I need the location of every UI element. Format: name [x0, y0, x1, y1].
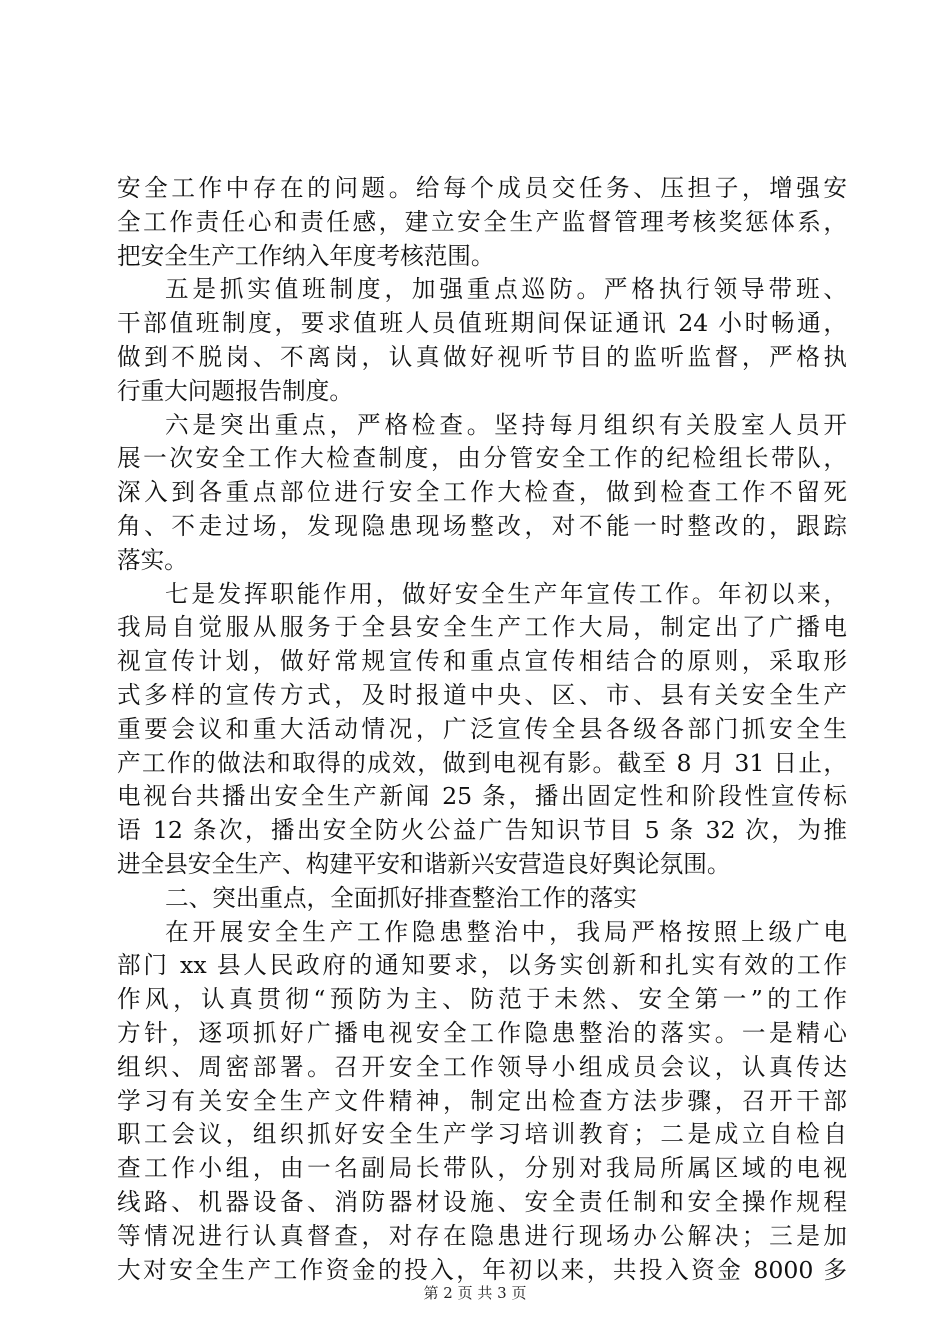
text-line: 电视台共播出安全生产新闻 25 条，播出固定性和阶段性宣传标 — [117, 782, 847, 811]
text-line: 干部值班制度，要求值班人员值班期间保证通讯 24 小时畅通， — [117, 309, 847, 338]
text-line: 进全县安全生产、构建平安和谐新兴安营造良好舆论氛围。 — [117, 849, 731, 878]
text-line: 做到不脱岗、不离岗，认真做好视听节目的监听监督，严格执 — [117, 342, 847, 371]
text-line: 方针，逐项抓好广播电视安全工作隐患整治的落实。一是精心 — [117, 1018, 847, 1047]
text-line: 展一次安全工作大检查制度，由分管安全工作的纪检组长带队， — [117, 444, 847, 473]
text-line: 安全工作中存在的问题。给每个成员交任务、压担子，增强安 — [117, 174, 847, 202]
text-line: 线路、机器设备、消防器材设施、安全责任制和安全操作规程 — [117, 1187, 847, 1216]
text-line: 在开展安全生产工作隐患整治中，我局严格按照上级广电 — [165, 917, 847, 946]
text-line: 全工作责任心和责任感，建立安全生产监督管理考核奖惩体系， — [117, 207, 847, 236]
text-line: 职工会议，组织抓好安全生产学习培训教育；二是成立自检自 — [117, 1120, 847, 1149]
text-line: 七是发挥职能作用，做好安全生产年宣传工作。年初以来， — [165, 579, 847, 608]
text-line: 查工作小组，由一名副局长带队，分别对我局所属区域的电视 — [117, 1154, 847, 1183]
text-line: 六是突出重点，严格检查。坚持每月组织有关股室人员开 — [165, 410, 847, 439]
text-line: 作风，认真贯彻“预防为主、防范于未然、安全第一”的工作 — [117, 985, 847, 1014]
text-line: 视宣传计划，做好常规宣传和重点宣传相结合的原则，采取形 — [117, 647, 847, 676]
text-line: 把安全生产工作纳入年度考核范围。 — [117, 241, 495, 270]
text-line: 深入到各重点部位进行安全工作大检查，做到检查工作不留死 — [117, 478, 847, 507]
text-line: 语 12 条次，播出安全防火公益广告知识节目 5 条 32 次，为推 — [117, 816, 847, 845]
text-line: 学习有关安全生产文件精神，制定出检查方法步骤，召开干部 — [117, 1086, 847, 1115]
text-line: 我局自觉服从服务于全县安全生产工作大局，制定出了广播电 — [117, 613, 847, 642]
text-line: 大对安全生产工作资金的投入，年初以来，共投入资金 8000 多 — [117, 1255, 847, 1284]
text-line: 五是抓实值班制度，加强重点巡防。严格执行领导带班、 — [165, 275, 847, 304]
document-body — [117, 172, 847, 1287]
page-footer: 第 2 页 共 3 页 — [423, 1284, 527, 1302]
text-line: 行重大问题报告制度。 — [117, 376, 353, 405]
text-line: 组织、周密部署。召开安全工作领导小组成员会议，认真传达 — [117, 1052, 847, 1081]
text-line: 角、不走过场，发现隐患现场整改，对不能一时整改的，跟踪 — [117, 511, 847, 540]
text-line: 落实。 — [117, 545, 188, 574]
text-line: 产工作的做法和取得的成效，做到电视有影。截至 8 月 31 日止， — [117, 748, 847, 777]
text-line: 式多样的宣传方式，及时报道中央、区、市、县有关安全生产 — [117, 680, 847, 709]
text-line: 二、突出重点，全面抓好排查整治工作的落实 — [165, 883, 637, 912]
text-line: 等情况进行认真督查，对存在隐患进行现场办公解决；三是加 — [117, 1221, 847, 1250]
text-line: 部门 xx 县人民政府的通知要求，以务实创新和扎实有效的工作 — [117, 951, 847, 980]
text-line: 重要会议和重大活动情况，广泛宣传全县各级各部门抓安全生 — [117, 714, 847, 743]
